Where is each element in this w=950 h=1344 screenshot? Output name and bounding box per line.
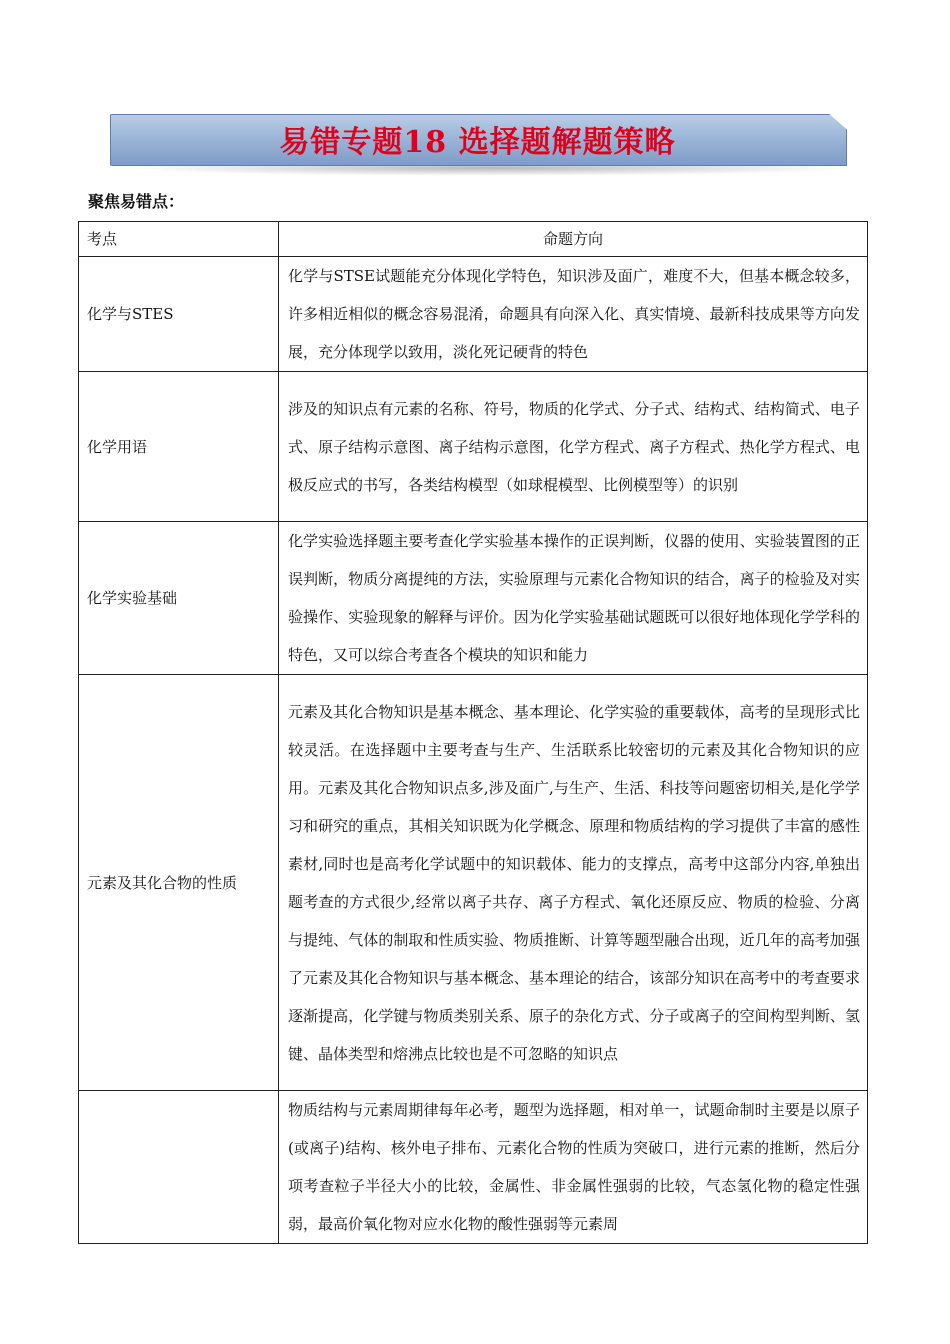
content-cell: 化学实验选择题主要考查化学实验基本操作的正误判断，仪器的使用、实验装置图的正误判断，物质分离提纯的方法，实验原理与元素化合物知识的结合，离子的检验及对实验操作、实验现象的解释与评价。因为化学实验基础试题既可以很好地体现化学学科的特色，又可以综合考查各个模块的知识和能力 [279,522,868,675]
topic-cell: 元素及其化合物的性质 [79,675,279,1091]
topic-cell: 化学与STES [79,257,279,372]
content-cell: 涉及的知识点有元素的名称、符号，物质的化学式、分子式、结构式、结构简式、电子式、原子结构示意图、离子结构示意图，化学方程式、离子方程式、热化学方程式、电极反应式的书写，各类结构模型（如球棍模型、比例模型等）的识别 [279,372,868,522]
topic-cell: 化学用语 [79,372,279,522]
table-row [79,1091,868,1244]
table-row [79,675,868,1091]
content-cell: 物质结构与元素周期律每年必考，题型为选择题，相对单一，试题命制时主要是以原子(或离子)结构、核外电子排布、元素化合物的性质为突破口，进行元素的推断，然后分项考查粒子半径大小的比较，金属性、非金属性强弱的比较，气态氢化物的稳定性强弱，最高价氧化物对应水化物的酸性强弱等元素周 [279,1091,868,1244]
page-title: 易错专题18 选择题解题策略 [279,125,676,160]
topic-cell [79,1091,279,1244]
header-topic: 考点 [79,222,279,257]
topic-table [78,221,868,1244]
topic-cell: 化学实验基础 [79,522,279,675]
content-cell: 化学与STSE试题能充分体现化学特色，知识涉及面广，难度不大，但基本概念较多，许多相近相似的概念容易混淆，命题具有向深入化、真实情境、最新科技成果等方向发展，充分体现学以致用，淡化死记硬背的特色 [279,257,868,372]
table-row [79,257,868,372]
section-subheading: 聚焦易错点： [88,192,185,211]
content-cell: 元素及其化合物知识是基本概念、基本理论、化学实验的重要载体，高考的呈现形式比较灵活。在选择题中主要考查与生产、生活联系比较密切的元素及其化合物知识的应用。元素及其化合物知识点多,涉及面广,与生产、生活、科技等问题密切相关,是化学学习和研究的重点，其相关知识既为化学概念、原理和物质结构的学习提供了丰富的感性素材,同时也是高考化学试题中的知识载体、能力的支撑点，高考中这部分内容,单独出题考查的方式很少,经常以离子共存、离子方程式、氧化还原反应、物质的检验、分离与提纯、气体的制取和性质实验、物质推断、计算等题型融合出现，近几年的高考加强了元素及其化合物知识与基本概念、基本理论的结合，该部分知识在高考中的考查要求逐渐提高，化学键与物质类别关系、原子的杂化方式、分子或离子的空间构型判断、氢键、晶体类型和熔沸点比较也是不可忽略的知识点 [279,675,868,1091]
header-direction: 命题方向 [279,222,868,257]
table-header-row [79,222,868,257]
table-row [79,372,868,522]
table-row [79,522,868,675]
